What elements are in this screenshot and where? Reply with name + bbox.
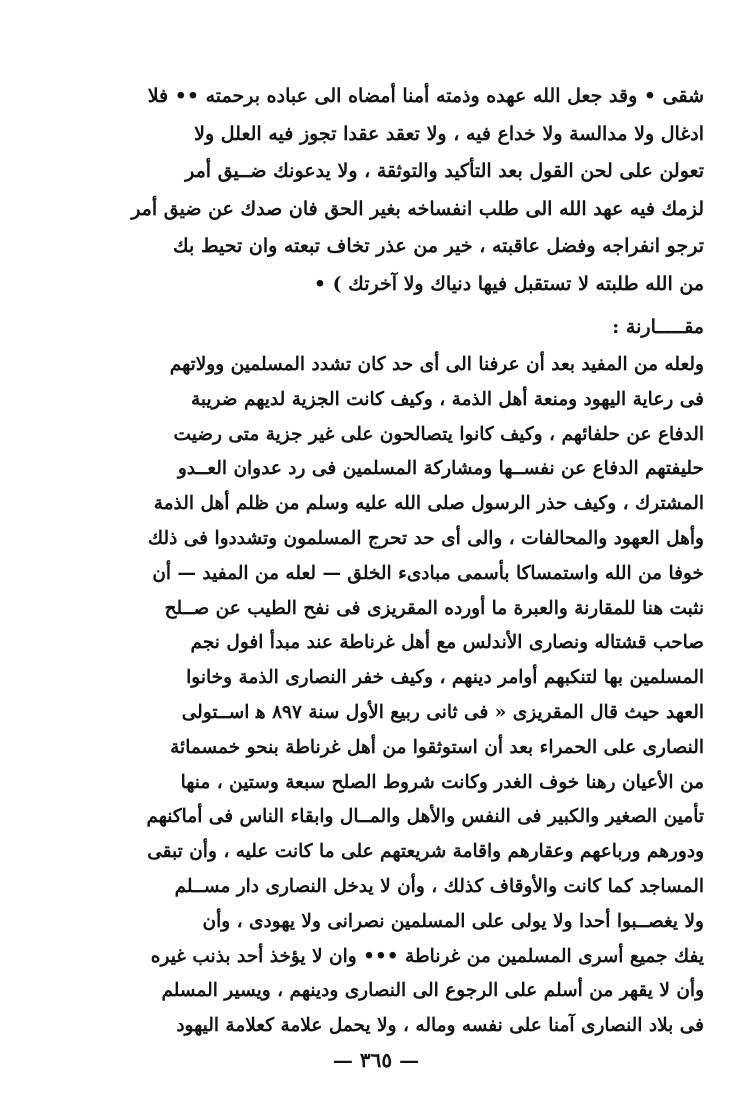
page-number: — ٣٦٥ — [332, 1048, 420, 1072]
paragraph-line: صاحب قشتاله ونصارى الأندلس مع أهل غرناطة عند مبدأ افول نجم [190, 632, 704, 654]
paragraph-line: من الأعيان رهنا خوف الغدر وكانت شروط الصلح سبعة وستين ، منها [180, 771, 704, 793]
paragraph-line: لزمك فيه عهد الله الى طلب انفساخه بغير الحق فان صدك عن ضيق أمر [131, 197, 704, 220]
paragraph-line: النصارى على الحمراء بعد أن استوثقوا من أهل غرناطة بنحو خمسمائة [170, 736, 704, 758]
paragraph-line: يفك جميع أسرى المسلمين من غرناطة ••• وان لا يؤخذ أحد بذنب غيره [150, 945, 704, 967]
paragraph-line: تعولن على لحن القول بعد التأكيد والتوثقة ، ولا يدعونك ضــيق أمر [185, 160, 704, 183]
comparison-paragraph [44, 348, 704, 1044]
paragraph-line: المسلمين بها لتنكبهم أوامر دينهم ، وكيف خفر النصارى الذمة وخانوا [186, 667, 704, 689]
paragraph-line: الدفاع عن حلفائهم ، وكيف كانوا يتصالحون على غير جزية متى رضيت [173, 423, 704, 445]
paragraph-line: فى بلاد النصارى آمنا على نفسه وماله ، ولا يحمل علامة كعلامة اليهود [176, 1015, 704, 1037]
paragraph-line: فى رعاية اليهود ومنعة أهل الذمة ، وكيف كانت الجزية لديهم ضريبة [190, 388, 704, 410]
paragraph-line: وأن لا يقهر من أسلم على الرجوع الى النصارى ودينهم ، ويسير المسلم [161, 980, 704, 1002]
paragraph-line: من الله طلبته لا تستقبل فيها دنياك ولا آخرتك ) • [313, 272, 704, 295]
paragraph-line: ترجو انفراجه وفضل عاقبته ، خير من عذر تخاف تبعته وان تحيط بك [173, 235, 704, 258]
paragraph-line: خوفا من الله واستمساكا بأسمى مبادىء الخلق — لعله من المفيد — أن [152, 562, 704, 584]
paragraph-line: حليفتهم الدفاع عن نفســها ومشاركة المسلمين فى رد عدوان العــدو [177, 458, 704, 480]
paragraph-line: نثبت هنا للمقارنة والعبرة ما أورده المقريزى فى نفح الطيب عن صــلح [164, 597, 704, 619]
paragraph-line: ادغال ولا مدالسة ولا خداع فيه ، ولا تعقد عقدا تجوز فيه العلل ولا [194, 122, 704, 145]
section-heading: مقـــــارنة : [612, 316, 704, 338]
paragraph-line: المشترك ، وكيف حذر الرسول صلى الله عليه وسلم من ظلم أهل الذمة [153, 493, 704, 515]
paragraph-line: ودورهم ورباعهم وعقارهم واقامة شريعتهم على ما كانت عليه ، وأن تبقى [147, 841, 704, 863]
opening-paragraph [44, 78, 704, 304]
paragraph-line: العهد حيث قال المقريزى « فى ثانى ربيع الأول سنة ٨٩٧ ﻫ اســتولى [181, 701, 704, 723]
paragraph-line: ولا يغصــبوا أحدا ولا يولى على المسلمين نصرانى ولا يهودى ، وأن [202, 910, 704, 932]
paragraph-line: المساجد كما كانت والأوقاف كذلك ، وأن لا يدخل النصارى دار مســلم [174, 875, 704, 897]
paragraph-line: تأمين الصغير والكبير فى النفس والأهل والمــال وابقاء الناس فى أماكنهم [146, 806, 704, 828]
paragraph-line: ولعله من المفيد بعد أن عرفنا الى أى حد كان تشدد المسلمين وولاتهم [169, 354, 704, 375]
paragraph-line: وأهل العهود والمحالفات ، والى أى حد تحرج المسلمون وتشددوا فى ذلك [147, 527, 704, 549]
paragraph-line: شقى • وقد جعل الله عهده وذمته أمنا أمضاه الى عباده برحمته •• فلا [147, 85, 704, 107]
